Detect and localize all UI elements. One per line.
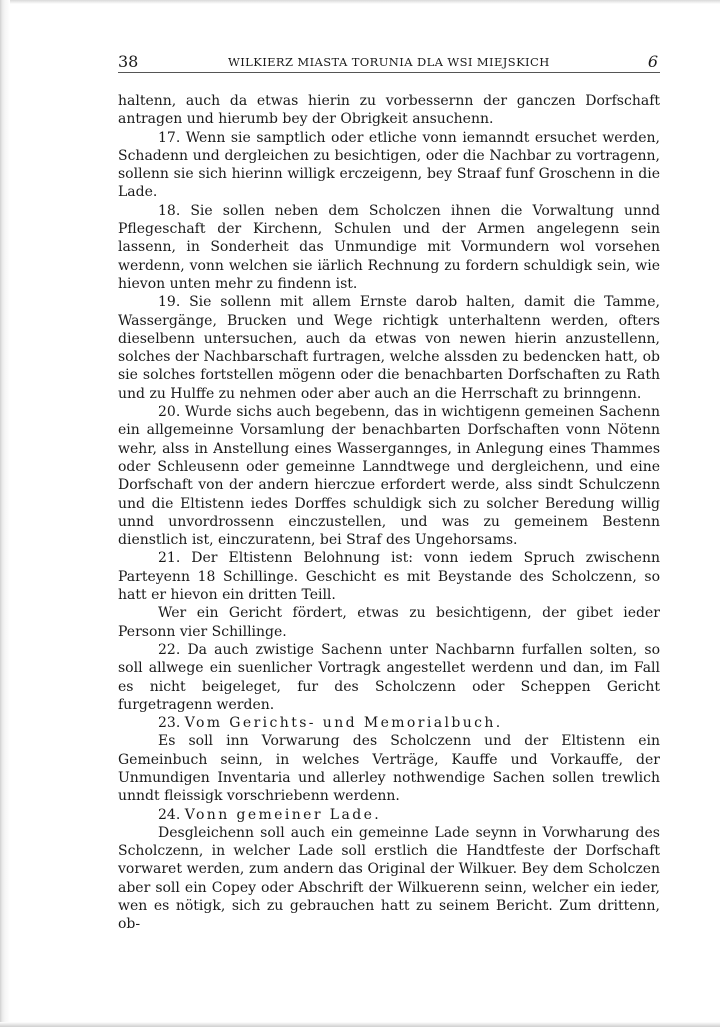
paragraph-23: Es soll inn Vorwarung des Scholczenn und der Eltistenn ein Gemeinbuch seinn, in welches Verträge, Kauffe und Vorkauffe, der Unmundigen Inventaria und allerley nothwendige Sachen sollen trewlich unndt fleissigk vorschriebenn werdenn. (118, 733, 660, 805)
body-text (118, 92, 660, 934)
paragraph-19: 19. Sie sollenn mit allem Ernste darob halten, damit die Tamme, Wassergänge, Brucken und Wege richtigk unterhaltenn werden, ofters dieselbenn untersuchen, auch da etwas von newen hierin anzustellenn, solches der Nachbarschaft furtragen, welche alssden zu bedencken hatt, ob sie solches fortstellen mögenn oder die benachbarten Dorfschaften zu Rath und zu Hulffe zu nehmen oder aber auch an die Herrschaft zu brinngenn. (118, 294, 660, 402)
paragraph-22: 22. Da auch zwistige Sachenn unter Nachbarnn furfallen solten, so soll allwege ein suenlicher Vortragk angestellet werdenn und dan, im Fall es nicht beigeleget, fur des Scholczenn oder Scheppen Gericht furgetragenn werden. (118, 641, 660, 713)
paragraph-continuation: haltenn, auch da etwas hierin zu vorbessernn der ganczen Dorfschaft antragen und hierumb bey der Obrigkeit ansuchenn. (118, 93, 660, 128)
scan-bottom-edge (0, 1022, 720, 1027)
paragraph-17: 17. Wenn sie samptlich oder etliche vonn iemanndt ersuchet werden, Schadenn und dergleichen zu besichtigen, oder die Nachbar zu vortragenn, sollenn sie sich hierinn willigk erczeigenn, bey Straaf funf Groschenn in die Lade. (118, 129, 660, 201)
section-title-23: Vom Gerichts- und Memorialbuch. (184, 715, 503, 732)
paragraph-21-addendum: Wer ein Gericht fördert, etwas zu besichtigenn, der gibet ieder Personn vier Schillinge. (118, 605, 660, 640)
paragraph-24: Desgleichenn soll auch ein gemeinne Lade seynn in Vorwharung des Scholczenn, in welcher Lade soll erstlich die Handtfeste der Dorfschaft vorwaret werden, zum andern das Original der Wilkuer. Bey dem Scholczen aber soll ein Copey oder Abschrift der Wilkuerenn seinn, welcher ein ieder, wen es nötigk, sich zu gebrauchen hatt zu seinem Bericht. Zum drittenn, ob- (118, 824, 660, 933)
chapter-number: 6 (647, 52, 658, 71)
scan-left-edge (0, 0, 10, 1027)
running-header (118, 52, 660, 73)
section-title-24: Vonn gemeiner Lade. (184, 806, 382, 823)
paragraph-18: 18. Sie sollen neben dem Scholczen ihnen die Vorwaltung unnd Pflegeschaft der Kirchenn, Schulen und der Armen angelegenn sein lassenn, in Sonderheit das Unmundige mit Vormundern wol vorsehen werdenn, vonn welchen sie iärlich Rechnung zu fordern schuldigk sein, wie hievon unten mehr zu findenn ist. (118, 202, 660, 292)
section-heading-23 (118, 714, 660, 732)
paragraph-20: 20. Wurde sichs auch begebenn, das in wichtigenn gemeinen Sachenn ein allgemeinne Vorsamlung der benachbarten Dorfschaften vonn Nötenn wehr, alss in Anstellung eines Wassergannges, in Anlegung eines Thammes oder Schleusenn oder gemeinne Lanndtwege und dergleichenn, und eine Dorfschaft von der andern hierczue erfordert werde, alss sindt Schulczenn und die Eltistenn iedes Dorffes schuldigk sich zu solcher Beredung willig unnd unvordrossenn einczustellen, und was zu gemeinem Bestenn dienstlich ist, einczuratenn, bei Straf des Ungehorsams. (118, 404, 660, 549)
section-heading-24 (118, 806, 660, 824)
page-number: 38 (118, 52, 139, 71)
section-number-24: 24. (158, 806, 181, 823)
running-title: WILKIERZ MIASTA TORUNIA DLA WSI MIEJSKICH (228, 55, 550, 69)
section-number-23: 23. (158, 715, 181, 732)
scan-top-edge (0, 0, 720, 4)
paragraph-21: 21. Der Eltistenn Belohnung ist: vonn iedem Spruch zwischenn Parteyenn 18 Schillinge. Geschicht es mit Beystande des Scholczenn, so hatt er hievon ein dritten Teill. (118, 550, 660, 604)
